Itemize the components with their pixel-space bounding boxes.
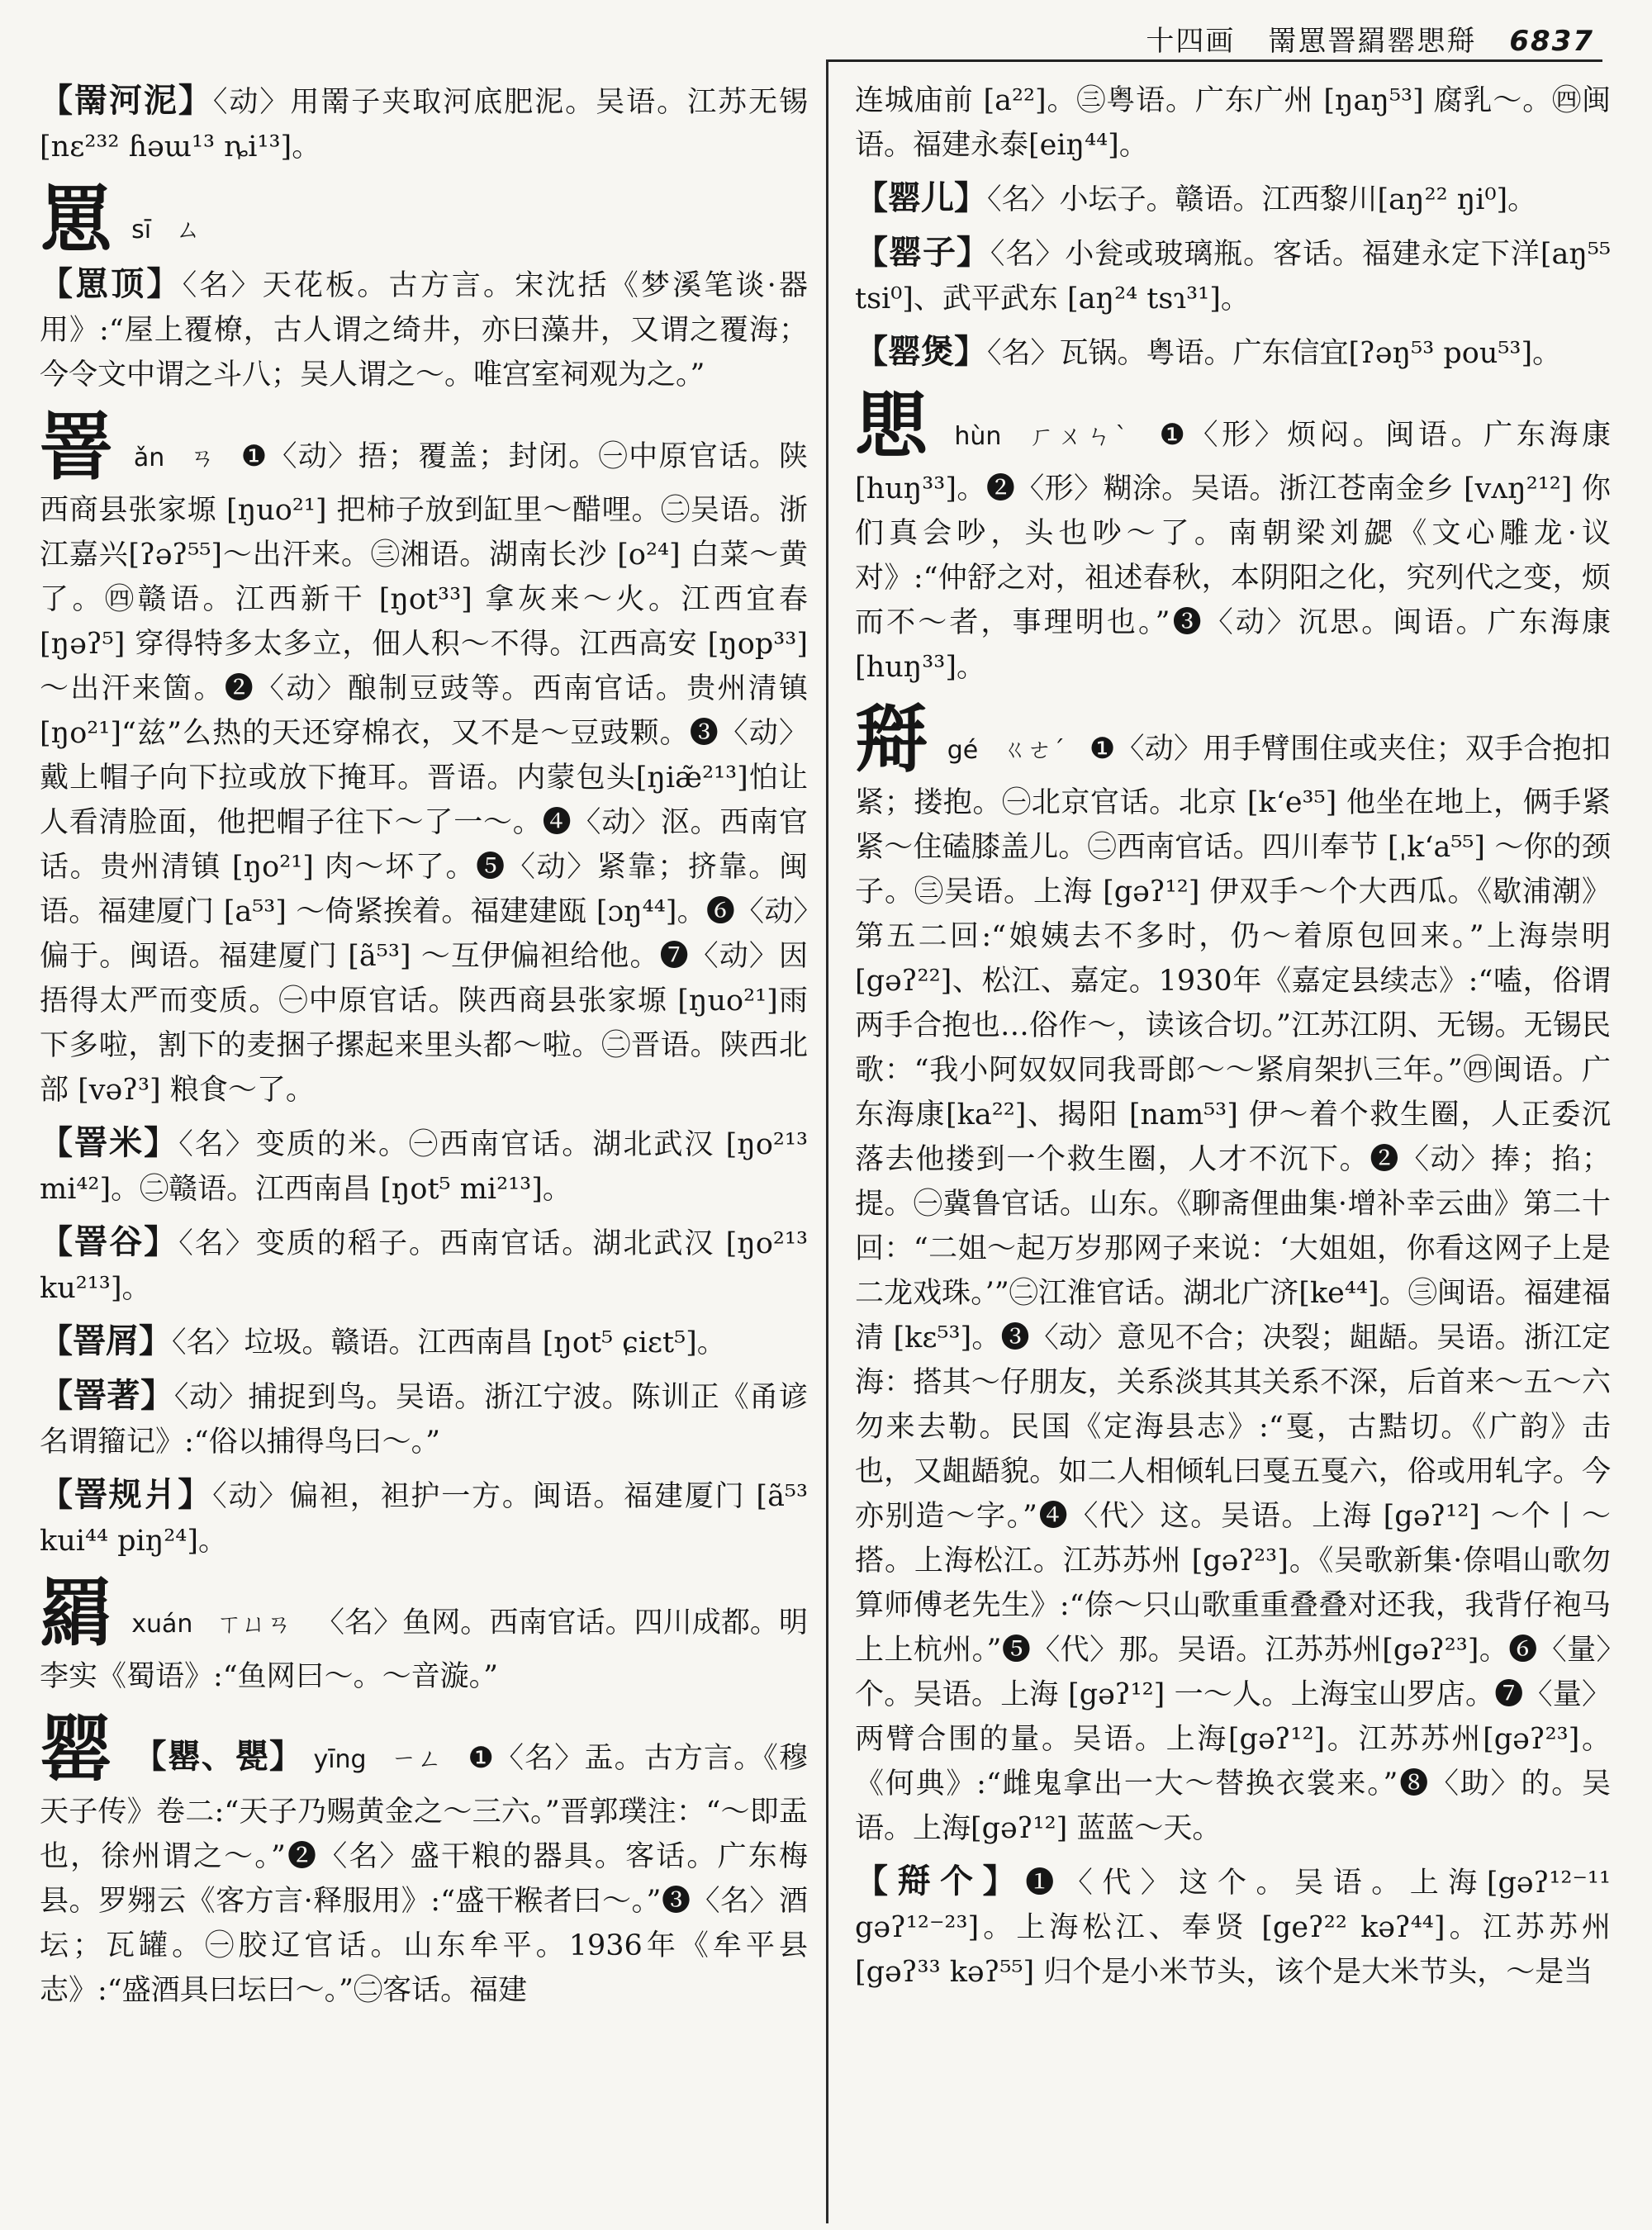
pinyin: sī <box>131 216 152 244</box>
entry-ying-er <box>855 176 1611 222</box>
entry-ying-zi <box>855 230 1611 321</box>
entry-headword: 【罳顶】 <box>40 264 183 303</box>
entry-headword: 【罂子】 <box>855 233 990 272</box>
entry-definition: ❶〈名〉盂。古方言。《穆天子传》卷二:“天子乃赐黄金之～三六。”晋郭璞注：“～即盂也，徐州谓之～。”❷〈名〉盛干粮的器具。客话。广东梅县。罗翙云《客方言·释服用》:“盛干糇者曰～。”❸〈名〉酒坛；瓦罐。㊀胶辽官话。山东牟平。1936年《牟平县志》:“盛酒具曰坛曰～。”㊁客话。福建 <box>40 1742 808 2007</box>
entry-headword: 【罯谷】 <box>40 1222 179 1261</box>
pinyin: gé <box>947 736 979 765</box>
head-character: 羂 <box>40 1570 113 1656</box>
head-character: 罳 <box>40 176 113 262</box>
pinyin: ǎn <box>133 444 165 472</box>
entry-an-zhu <box>40 1374 808 1464</box>
header-rule <box>826 59 1602 62</box>
entry-headword: 【罯屑】 <box>40 1321 172 1360</box>
entry-definition: 〈名〉变质的稻子。西南官话。湖北武汉 [ŋo²¹³ ku²¹³]。 <box>40 1227 809 1305</box>
entry-headword: 【搿个】 <box>855 1862 1026 1900</box>
column-divider <box>826 59 828 2223</box>
right-column <box>855 78 1611 2003</box>
entry-an-gu <box>40 1220 808 1311</box>
entry-definition: 连城庙前 [a²²]。㊂粤语。广东广州 [ŋaŋ⁵³] 腐乳～。㊃闽语。福建永泰[eiŋ⁴⁴]。 <box>855 84 1611 162</box>
pinyin: yīng <box>313 1745 367 1774</box>
zhuyin: ㄧㄥ <box>391 1745 444 1774</box>
zhuyin: ㄢ <box>189 444 216 472</box>
entry-definition: 〈名〉小坛子。赣语。江西黎川[aŋ²² ŋi⁰]。 <box>987 183 1537 216</box>
character-entry-xuan <box>40 1572 808 1699</box>
entry-ge-ge <box>855 1859 1611 1995</box>
head-character: 罯 <box>40 404 114 490</box>
entry-an-xie <box>40 1319 808 1365</box>
entry-headword: 【罂儿】 <box>855 178 987 217</box>
entry-definition: ❶〈动〉用手臂围住或夹住；双手合抱扣紧；搂抱。㊀北京官话。北京 [kʻe³⁵] 他坐在地上，俩手紧紧～住磕膝盖儿。㊁西南官话。四川奉节 [ˌkʻa⁵⁵] ～你的颈子。㊂吴语。上海 [gəʔ¹²] 伊双手～个大西瓜。《歇浦潮》第五二回:“娘姨去不多时，仍～着原包回来。”上海崇明[gəʔ²²]、松江、嘉定。1930年《嘉定县续志》:“嗑，俗谓两手合抱也…俗作～，读该合切。”江苏江阴、无锡。无锡民歌：“我小阿奴奴同我哥郎～～紧肩架扒三年。”㊃闽语。广东海康[ka²²]、揭阳 [nam⁵³] 伊～着个救生圈，人正委沉落去他搂到一个救生圈，人才不沉下。❷〈动〉捧；掐；提。㊀冀鲁官话。山东。《聊斋俚曲集·增补幸云曲》第二十回：“二姐～起万岁那网子来说：‘大姐姐，你看这网子上是二龙戏珠。’”㊁江淮官话。湖北广济[ke⁴⁴]。㊂闽语。福建福清 [kɛ⁵³]。❸〈动〉意见不合；决裂；龃龉。吴语。浙江定海：搭其～仔朋友，关系淡其其关系不深，后首来～五～六勿来去勒。民国《定海县志》:“戛，古黠切。《广韵》击也，又龃龉貌。如二人相倾轧曰戛五戛六，俗或用轧字。今亦别造～字。”❹〈代〉这。吴语。上海 [gəʔ¹²] ～个丨～搭。上海松江。江苏苏州 [gəʔ²³]。《吴歌新集·倷唱山歌勿算师傅老先生》:“倷～只山歌重重叠叠对还我，我背仔袍马上上杭州。”❺〈代〉那。吴语。江苏苏州[gəʔ²³]。❻〈量〉个。吴语。上海 [gəʔ¹²] 一～人。上海宝山罗店。❼〈量〉两臂合围的量。吴语。上海[gəʔ¹²]。江苏苏州[gəʔ²³]。《何典》:“雌鬼拿出一大～替换衣裳来。”❽〈助〉的。吴语。上海[gəʔ¹²] 蓝蓝～天。 <box>855 733 1611 1845</box>
entry-definition: ❶〈动〉捂；覆盖；封闭。㊀中原官话。陕西商县张家塬 [ŋuo²¹] 把柿子放到缸里～醋哩。㊁吴语。浙江嘉兴[ʔəʔ⁵⁵]～出汗来。㊂湘语。湖南长沙 [o²⁴] 白菜～黄了。㊃赣语。江西新干 [ŋot³³] 拿灰来～火。江西宜春 [ŋəʔ⁵] 穿得特多太多立，佃人积～不得。江西高安 [ŋop³³] ～出汗来箇。❷〈动〉酿制豆豉等。西南官话。贵州清镇[ŋo²¹]“兹”么热的天还穿棉衣，又不是～豆豉颗。❸〈动〉戴上帽子向下拉或放下掩耳。晋语。内蒙包头[ŋiæ̃²¹³]怕让人看清脸面，他把帽子往下～了一～。❹〈动〉沤。西南官话。贵州清镇 [ŋo²¹] 肉～坏了。❺〈动〉紧靠；挤靠。闽语。福建厦门 [a⁵³] ～倚紧挨着。福建建瓯 [ɔŋ⁴⁴]。❻〈动〉偏于。闽语。福建厦门 [ã⁵³] ～互伊偏袒给他。❼〈动〉因捂得太严而变质。㊀中原官话。陕西商县张家塬 [ŋuo²¹]雨下多啦，割下的麦捆子摞起来里头都～啦。㊁晋语。陕西北部 [vəʔ³] 粮食～了。 <box>40 440 808 1107</box>
zhuyin: ㄍㄜˊ <box>1002 736 1066 765</box>
entry-nanhe-ni <box>40 78 808 169</box>
entry-headword: 【罯著】 <box>40 1376 174 1415</box>
page-number: 6837 <box>1509 25 1594 58</box>
section-label: 十四画 <box>1146 25 1236 58</box>
entry-definition: 〈名〉瓦锅。粤语。广东信宜[ʔəŋ⁵³ pou⁵³]。 <box>987 337 1562 370</box>
entry-definition: ❶〈代〉这个。吴语。上海[gəʔ¹²⁻¹¹ gəʔ¹²⁻²³]。上海松江、奉贤 [geʔ²² kəʔ⁴⁴]。江苏苏州 [gəʔ³³ kəʔ⁵⁵] 归个是小米节头，该个是大米节头，～是当 <box>855 1867 1611 1989</box>
variant-forms: 【罌、甖】 <box>133 1737 304 1776</box>
entry-headword: 【罂煲】 <box>855 332 987 371</box>
head-character: 罂 <box>40 1706 114 1791</box>
header-chars: 罱罳罯羂罂愳搿 <box>1268 25 1477 58</box>
entry-definition: ❶〈形〉烦闷。闽语。广东海康[huŋ³³]。❷〈形〉糊涂。吴语。浙江苍南金乡 [vʌŋ²¹²] 你们真会吵，头也吵～了。南朝梁刘勰《文心雕龙·议对》:“仲舒之对，祖述春秋，本阴阳之化，究列代之变，烦而不～者，事理明也。”❸〈动〉沉思。闽语。广东海康 [huŋ³³]。 <box>855 419 1611 684</box>
entry-definition: 〈名〉变质的米。㊀西南官话。湖北武汉 [ŋo²¹³ mi⁴²]。㊁赣语。江西南昌 [ŋot⁵ mi²¹³]。 <box>40 1128 809 1206</box>
zhuyin: ㄙ <box>175 216 201 244</box>
entry-definition: 〈名〉小瓮或玻璃瓶。客话。福建永定下洋[aŋ⁵⁵ tsi⁰]、武平武东 [aŋ²⁴ tsɿ³¹]。 <box>855 238 1611 316</box>
character-entry-hun <box>855 384 1611 690</box>
entry-definition: 〈动〉用罱子夹取河底肥泥。吴语。江苏无锡 [nɛ²³² ɦəɯ¹³ ȵi¹³]。 <box>40 86 808 164</box>
entry-an-gui-pan <box>40 1473 808 1563</box>
entry-headword: 【罱河泥】 <box>40 81 213 120</box>
page-header <box>1146 18 1594 59</box>
entry-definition: 〈动〉偏袒，袒护一方。闽语。福建厦门 [ã⁵³ kui⁴⁴ piŋ²⁴]。 <box>40 1480 808 1558</box>
entry-an-mi <box>40 1121 808 1212</box>
entry-ying-bao <box>855 330 1611 376</box>
left-column <box>40 78 808 2021</box>
pinyin: xuán <box>131 1610 193 1639</box>
zhuyin: ㄒㄩㄢ <box>216 1610 292 1639</box>
head-character: 搿 <box>855 696 928 782</box>
entry-definition: 〈名〉天花板。古方言。宋沈括《梦溪笔谈·器用》:“屋上覆橑，古人谓之绮井，亦曰藻井，又谓之覆海；今令文中谓之斗八；吴人谓之～。唯宫室祠观为之。” <box>40 269 808 391</box>
character-heading-si <box>40 178 808 260</box>
character-entry-ying <box>40 1707 808 2013</box>
entry-definition: 〈名〉垃圾。赣语。江西南昌 [ŋot⁵ ɕiɛt⁵]。 <box>172 1326 726 1359</box>
character-entry-ge <box>855 698 1611 1851</box>
head-character: 愳 <box>855 382 932 468</box>
zhuyin: ㄏㄨㄣˋ <box>1029 422 1132 451</box>
character-entry-an <box>40 406 808 1113</box>
entry-headword: 【罯米】 <box>40 1123 179 1162</box>
entry-si-ding <box>40 262 808 397</box>
entry-definition: 〈名〉鱼网。西南官话。四川成都。明李实《蜀语》:“鱼网曰～。～音漩。” <box>40 1606 808 1693</box>
entry-headword: 【罯规爿】 <box>40 1475 213 1514</box>
continued-paragraph <box>855 78 1611 168</box>
pinyin: hùn <box>954 422 1002 451</box>
entry-definition: 〈动〉捕捉到鸟。吴语。浙江宁波。陈训正《甬谚名谓籀记》:“俗以捕得鸟曰～。” <box>40 1381 809 1459</box>
